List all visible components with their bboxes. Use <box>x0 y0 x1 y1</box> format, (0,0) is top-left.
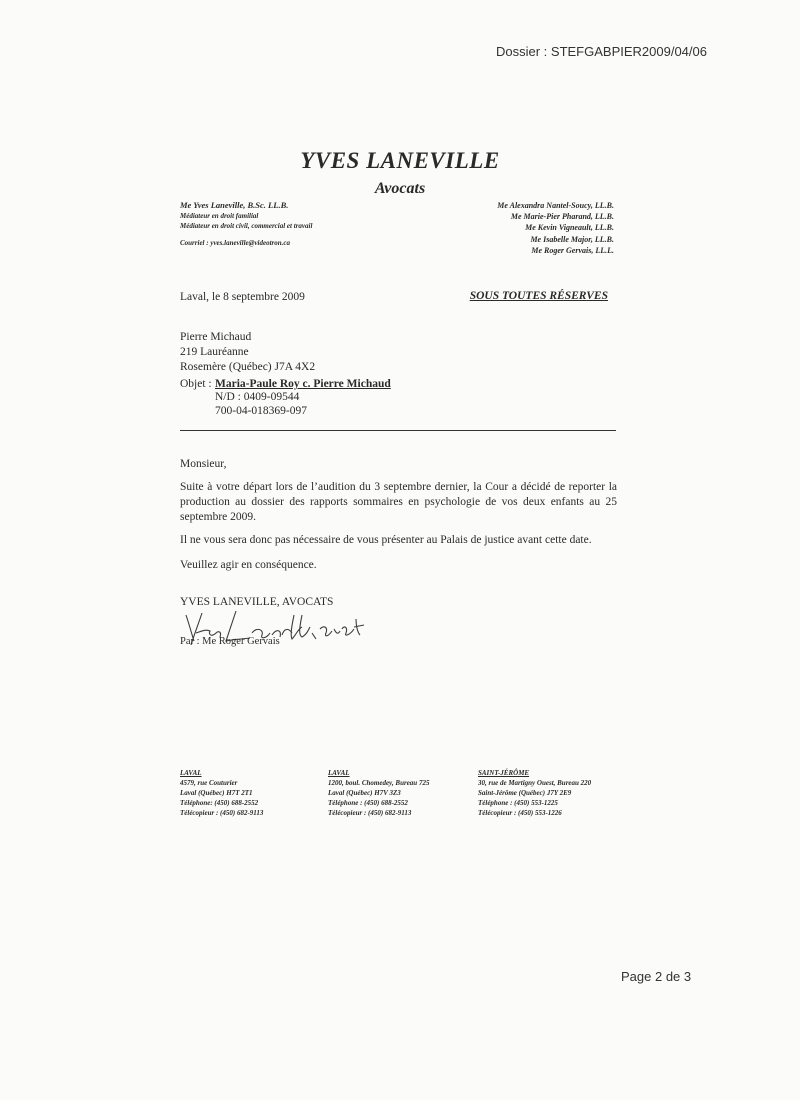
paragraph-3: Veuillez agir en conséquence. <box>180 559 317 571</box>
separator-line <box>180 430 616 431</box>
office-saint-jerome <box>478 768 591 818</box>
office-city: SAINT-JÉRÔME <box>478 769 530 777</box>
our-reference: N/D : 0409-09544 <box>215 391 300 403</box>
closing-firm: YVES LANEVILLE, AVOCATS <box>180 596 334 608</box>
office-fax: Télécopieur : (450) 682-9113 <box>328 809 412 817</box>
partner-4: Me Isabelle Major, LL.B. <box>530 234 614 244</box>
court-file-number: 700-04-018369-097 <box>215 405 307 417</box>
recipient-city: Rosemère (Québec) J7A 4X2 <box>180 361 316 373</box>
office-city: LAVAL <box>180 769 202 777</box>
office-phone: Téléphone : (450) 553-1225 <box>478 799 558 807</box>
reserve-notice: SOUS TOUTES RÉSERVES <box>469 290 608 302</box>
dossier-reference: Dossier : STEFGABPIER2009/04/06 <box>496 44 707 59</box>
office-fax: Télécopieur : (450) 682-9113 <box>180 809 264 817</box>
recipient-street: 219 Lauréanne <box>180 346 249 358</box>
partners-list <box>497 200 614 256</box>
recipient-name: Pierre Michaud <box>180 331 252 343</box>
office-postal: Laval (Québec) H7V 3Z3 <box>328 789 401 797</box>
office-city: LAVAL <box>328 769 350 777</box>
paragraph-1: Suite à votre départ lors de l’audition du 3 septembre dernier, la Cour a décidé de reporter la production au dossier des rapports sommaires en psychologie de vos deux enfants au 25 septembre 2009. <box>180 481 617 523</box>
office-postal: Saint-Jérôme (Québec) J7Y 2E9 <box>478 789 572 797</box>
recipient-block <box>180 330 315 375</box>
partner-5: Me Roger Gervais, LL.L. <box>531 245 614 255</box>
partner-1: Me Alexandra Nantel-Soucy, LL.B. <box>497 201 614 210</box>
place-date: Laval, le 8 septembre 2009 <box>180 291 305 303</box>
salutation: Monsieur, <box>180 458 227 470</box>
office-address: 30, rue de Martigny Ouest, Bureau 220 <box>478 779 592 787</box>
office-fax: Télécopieur : (450) 553-1226 <box>478 809 562 817</box>
objet-title: Maria-Paule Roy c. Pierre Michaud <box>215 378 391 390</box>
office-address: 1200, boul. Chomedey, Bureau 725 <box>328 779 430 787</box>
objet-label: Objet : <box>180 378 212 390</box>
mediator-line-1: Médiateur en droit familial <box>180 212 259 220</box>
email-line: Courriel : yves.laneville@videotron.ca <box>180 239 291 247</box>
office-laval-1 <box>180 768 263 818</box>
signer: Par : Me Roger Gervais <box>180 636 280 647</box>
paragraph-2: Il ne vous sera donc pas nécessaire de vous présenter au Palais de justice avant cette date. <box>180 534 592 546</box>
mediator-line-2: Médiateur en droit civil, commercial et travail <box>180 222 313 230</box>
partner-3: Me Kevin Vigneault, LL.B. <box>525 223 614 233</box>
office-phone: Téléphone : (450) 688-2552 <box>328 799 408 807</box>
office-phone: Téléphone: (450) 688-2552 <box>180 799 259 807</box>
office-postal: Laval (Québec) H7T 2T1 <box>180 789 253 797</box>
firm-subtitle: Avocats <box>374 180 426 197</box>
firm-name: YVES LANEVILLE <box>300 148 500 173</box>
principal-attorney-block <box>180 200 312 248</box>
principal-attorney-name: Me Yves Laneville, B.Sc. LL.B. <box>180 200 289 210</box>
partner-2: Me Marie-Pier Pharand, LL.B. <box>510 212 614 222</box>
office-address: 4579, rue Couturier <box>180 779 238 787</box>
office-laval-2 <box>328 768 429 818</box>
page-number: Page 2 de 3 <box>621 969 692 984</box>
